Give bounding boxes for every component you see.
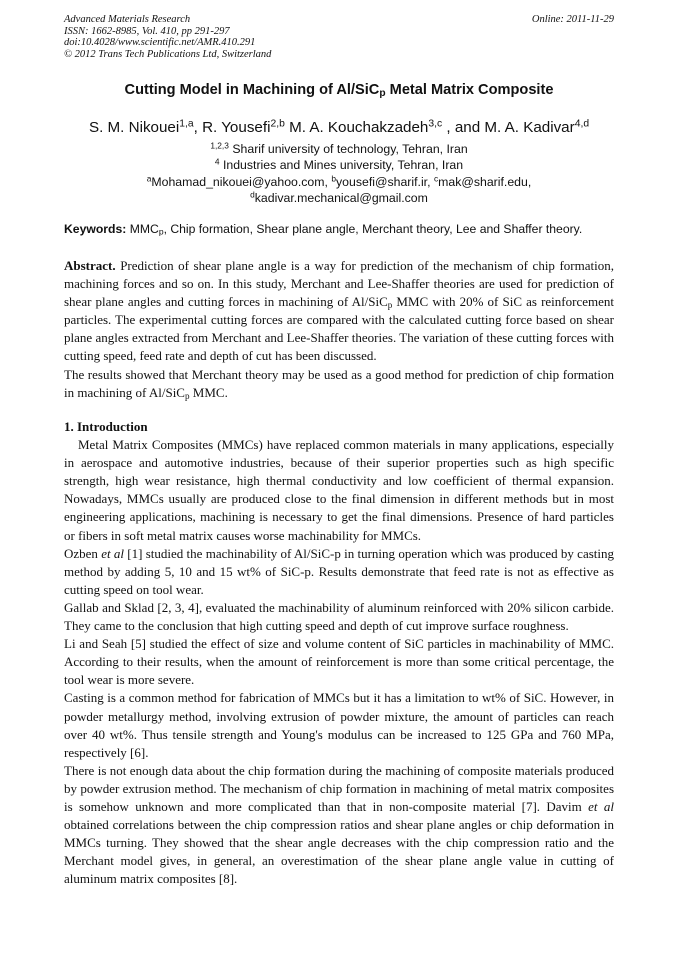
issn-line: ISSN: 1662-8985, Vol. 410, pp 291-297 [64,25,230,37]
affiliation-2: $^4$ Industries and Mines university, Tehran, Iran [214,156,464,172]
email-link[interactable]: mak@sharif.edu, [438,175,532,189]
email-line-2: $^d$kadivar.mechanical@gmail.com [250,189,428,205]
author-name: M. A. Kadivar [484,119,575,136]
abstract [64,257,614,402]
introduction-section [64,418,614,888]
body-paragraph: Li and Seah [5] studied the effect of size and volume content of SiC particles in machinability of MMC. According to their results, when the amount of reinforcement is more than some critical percentage, the tool wear is more severe. [64,636,614,688]
copyright-line: © 2012 Trans Tech Publications Ltd, Switzerland [64,48,272,60]
affiliation-1: $^{1,2,3}$ Sharif university of technology, Tehran, Iran [210,140,468,156]
body-paragraph: Gallab and Sklad [2, 3, 4], evaluated the machinability of aluminum reinforced with 20% silicon carbide. They came to the conclusion that high cutting speed and depth of cut improve surface roughness. [64,599,614,634]
email-line-1: $^a$Mohamad_nikouei@yahoo.com, $^b$yousefi@sharif.ir, $^c$mak@sharif.edu, [146,173,532,189]
body-paragraph: There is not enough data about the chip formation during the machining of composite materials produced by powder extrusion method. The mechanism of chip formation in machining of metal matrix composites is somehow unknown and more complicated than that in non-composite material [7]. Davim et al obtained correlations between the chip compression ratios and shear plane angles or chip deformation in MMCs turning. They showed that the shear angle decreases with the chip compression ratio and the Merchant model gives, in general, an overestimation of the shear plane angle value in cutting of aluminum matrix composites [8]. [64,762,614,887]
paper-title: Cutting Model in Machining of Al/SiC$_p$ Metal Matrix Composite [124,82,554,100]
journal-header [64,14,614,60]
doi-line: doi:10.4028/www.scientific.net/AMR.410.291 [64,37,256,48]
online-date: Online: 2011-11-29 [531,14,614,25]
author-list: S. M. Nikouei$^{1,a}$, R. Yousefi$^{2,b}$ M. A. Kouchakzadeh$^{3,c}$ , and M. A. Kadivar$^{4,d}$ [88,118,590,136]
body-paragraph: Casting is a common method for fabrication of MMCs but it has a limitation to wt% of SiC. However, in powder metallurgy method, involving extrusion of powder mixture, the amount of particles can reach over 40 wt%. Thus tensile strength and Young's modulus can be increased to 125 GPa and 760 MPa, respectively [6]. [64,690,614,760]
keywords: Keywords: $MMC_p$, Chip formation, Shear plane angle, Merchant theory, Lee and Shaffer theory. [64,222,583,237]
body-paragraph: Ozben et al [1] studied the machinability of Al/SiC-p in turning operation which was produced by casting method by adding 5, 10 and 15 wt% of SiC-p. Results demonstrate that feed rate is not as effective as cutting speed on tool wear. [64,545,614,597]
keywords-label: Keywords: [64,222,127,236]
email-link[interactable]: Mohamad_nikouei@yahoo.com, [151,175,332,189]
body-paragraph: Metal Matrix Composites (MMCs) have replaced common materials in many applications, especially in aerospace and automotive industries, because of their superior properties such as high specific strength, high wear resistance, high thermal conductivity and low coefficient of thermal expansion. Nowadays, MMCs usually are produced close to the final dimension in different methods but in most engineering applications, machining is necessary to get the final dimensions. Presence of hard particles or fibers in soft metal matrix causes worse machinability for MMCs. [64,437,614,543]
email-link[interactable]: kadivar.mechanical@gmail.com [254,191,428,205]
journal-name: Advanced Materials Research [64,14,191,25]
author-name: M. A. Kouchakzadeh [289,119,429,136]
section-heading: 1. Introduction [64,419,148,434]
abstract-label: Abstract. [64,258,116,273]
email-link[interactable]: yousefi@sharif.ir, [336,175,434,189]
abstract-paragraph: The results showed that Merchant theory may be used as a good method for prediction of chip formation in machining of Al/SiC$_p$ MMC. [64,366,614,401]
author-name: R. Yousefi [202,119,271,136]
author-name: S. M. Nikouei [88,119,180,136]
abstract-paragraph: Abstract. Prediction of shear plane angle is a way for prediction of the mechanism of chip formation, machining forces and so on. In this study, Merchant and Lee-Shaffer theories are used for prediction of shear plane angles and cutting forces in machining of Al/SiC$_p$ MMC with 20% of SiC as reinforcement particles. The experimental cutting forces are compared with the calculated cutting force based on shear plane angles extracted from Merchant and Lee-Shaffer theories. The variation of these cutting forces with cutting speed, feed rate and depth of cut has been discussed. [64,258,614,364]
